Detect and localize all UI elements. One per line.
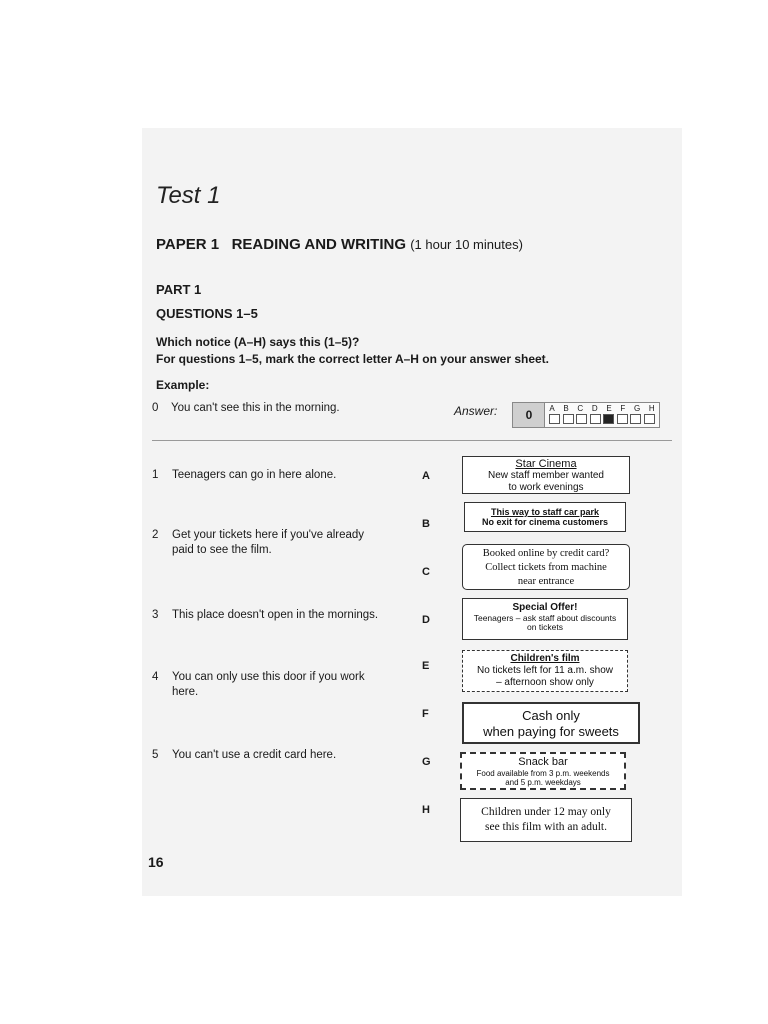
- notice-line: Cash only: [522, 708, 580, 723]
- question-4: [152, 670, 402, 704]
- notice-heading: Snack bar: [518, 756, 568, 768]
- answer-number-box: 0: [512, 402, 546, 428]
- page-number: 16: [148, 854, 164, 870]
- notice-e: [462, 650, 628, 692]
- answer-grid-letter: D: [591, 404, 598, 413]
- question-text: You can only use this door if you work here.: [172, 671, 365, 698]
- answer-grid-letter: F: [620, 404, 626, 413]
- notice-heading: Star Cinema: [515, 458, 577, 470]
- book-page: [142, 128, 682, 896]
- notice-line: on tickets: [527, 622, 563, 632]
- answer-grid-cell: [576, 414, 587, 424]
- answer-grid-cell: [563, 414, 574, 424]
- question-number: 2: [152, 529, 159, 541]
- answer-grid-letter: H: [648, 404, 655, 413]
- question-5: [152, 748, 402, 768]
- instruction-line: For questions 1–5, mark the correct letter A–H on your answer sheet.: [156, 352, 550, 366]
- question-number: 3: [152, 609, 159, 621]
- instructions: [156, 334, 549, 368]
- notice-line: No exit for cinema customers: [481, 517, 609, 527]
- notice-d: [462, 598, 628, 640]
- part-heading: PART 1: [156, 282, 202, 297]
- question-1: [152, 468, 402, 488]
- answer-grid-cell: [549, 414, 560, 424]
- answer-grid-cell: [617, 414, 628, 424]
- notice-letter-a: A: [422, 470, 430, 482]
- answer-grid-letter: G: [633, 404, 641, 413]
- notice-line: Food available from 3 p.m. weekends: [476, 769, 610, 778]
- instruction-line: Which notice (A–H) says this (1–5)?: [156, 335, 360, 349]
- notice-h: [460, 798, 632, 842]
- notice-line: – afternoon show only: [496, 677, 594, 688]
- answer-grid-letter: C: [577, 404, 584, 413]
- notice-b: [464, 502, 626, 532]
- section-divider: [152, 440, 672, 441]
- question-text: You can't use a credit card here.: [172, 749, 337, 761]
- notice-line: Children under 12 may only: [481, 806, 611, 818]
- notice-line: New staff member wanted: [488, 470, 604, 481]
- answer-grid-cells: [545, 413, 659, 424]
- notice-letter-e: E: [422, 660, 430, 672]
- paper-heading: [156, 236, 523, 253]
- question-number: 1: [152, 469, 159, 481]
- notice-line: to work evenings: [508, 482, 584, 493]
- example-label: Example:: [156, 378, 210, 392]
- example-row: [152, 402, 340, 414]
- notice-letter-f: F: [422, 708, 429, 720]
- questions-heading: QUESTIONS 1–5: [156, 306, 258, 321]
- notice-line: No tickets left for 11 a.m. show: [477, 665, 613, 676]
- question-number: 4: [152, 671, 159, 683]
- question-text: This place doesn't open in the mornings.: [172, 609, 379, 621]
- notice-letter-c: C: [422, 566, 430, 578]
- notice-line: Collect tickets from machine: [485, 562, 607, 573]
- question-text: Teenagers can go in here alone.: [172, 469, 337, 481]
- answer-grid-letter: B: [563, 404, 569, 413]
- answer-grid-letter: A: [549, 404, 555, 413]
- notice-heading: Children's film: [510, 653, 580, 664]
- question-2: [152, 528, 402, 562]
- notice-a: [462, 456, 630, 494]
- test-title: Test 1: [156, 182, 221, 209]
- answer-grid-cell: [590, 414, 601, 424]
- notice-line: Booked online by credit card?: [482, 548, 610, 559]
- notice-letter-b: B: [422, 518, 430, 530]
- example-number: 0: [152, 402, 159, 414]
- notice-letter-h: H: [422, 804, 430, 816]
- answer-grid-cell: [644, 414, 655, 424]
- notice-line: see this film with an adult.: [484, 821, 607, 833]
- notice-g: [460, 752, 626, 790]
- question-text: Get your tickets here if you've already paid to see the film.: [172, 529, 365, 556]
- paper-duration: (1 hour 10 minutes): [410, 237, 523, 252]
- question-number: 5: [152, 749, 159, 761]
- answer-grid-letter: E: [606, 404, 612, 413]
- answer-grid-cell: [603, 414, 614, 424]
- notice-heading: Special Offer!: [512, 602, 578, 613]
- answer-grid-letters: [545, 403, 659, 413]
- notice-letter-g: G: [422, 756, 431, 768]
- notice-f: [462, 702, 640, 744]
- notice-line: when paying for sweets: [483, 724, 619, 739]
- example-text: You can't see this in the morning.: [170, 402, 340, 414]
- notice-c: [462, 544, 630, 590]
- notice-letter-d: D: [422, 614, 430, 626]
- question-3: [152, 608, 412, 628]
- notice-heading: This way to staff car park: [490, 507, 600, 517]
- answer-label: Answer:: [454, 404, 498, 418]
- notice-line: near entrance: [517, 576, 575, 587]
- notice-line: Teenagers – ask staff about discounts: [473, 613, 617, 623]
- answer-grid-cell: [630, 414, 641, 424]
- answer-grid: [544, 402, 660, 428]
- notice-line: and 5 p.m. weekdays: [505, 778, 581, 787]
- paper-title: PAPER 1 READING AND WRITING: [156, 236, 407, 253]
